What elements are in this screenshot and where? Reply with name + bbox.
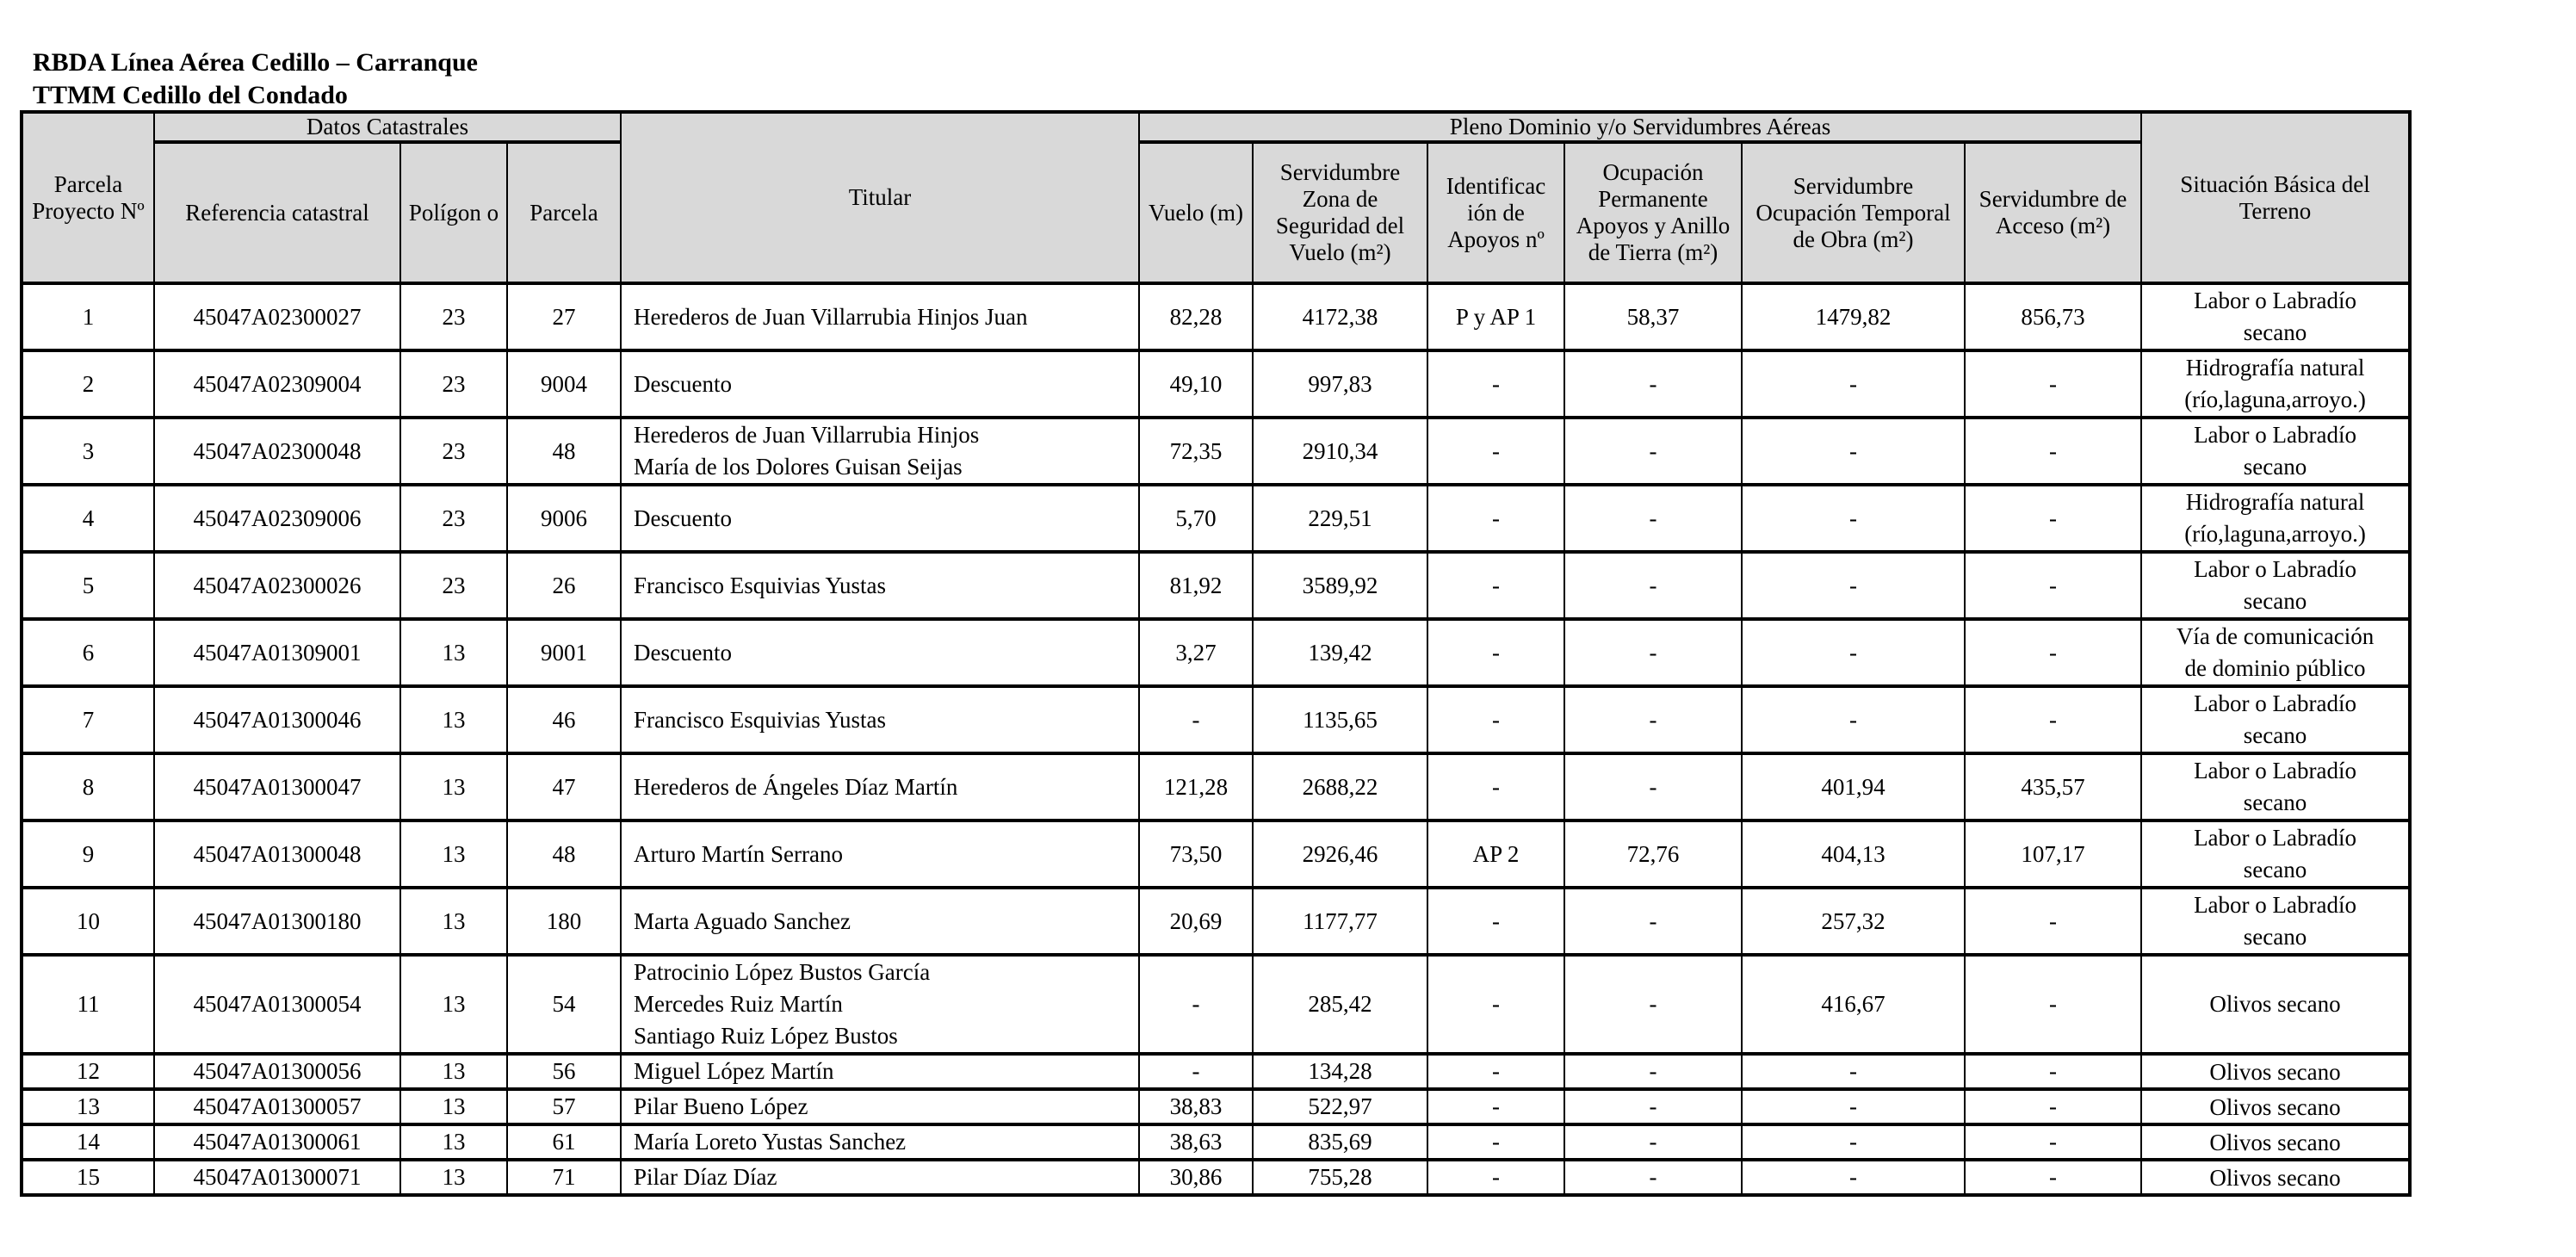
- cell-titular: [621, 753, 1139, 820]
- cell-identificacion-apoyos: -: [1427, 552, 1564, 619]
- cell-identificacion-apoyos: -: [1427, 1054, 1564, 1089]
- cell-vuelo: -: [1139, 686, 1253, 753]
- titular-line: María Loreto Yustas Sanchez: [634, 1129, 907, 1155]
- cell-titular: [621, 888, 1139, 955]
- situacion-line: secano: [2243, 789, 2307, 815]
- cell-parcela: 27: [507, 283, 621, 350]
- cell-identificacion-apoyos: AP 2: [1427, 820, 1564, 888]
- table-row: [22, 1054, 2410, 1089]
- cell-titular: [621, 418, 1139, 485]
- cell-identificacion-apoyos: P y AP 1: [1427, 283, 1564, 350]
- cell-ocupacion-temporal: -: [1742, 1089, 1965, 1124]
- cell-parcela-proyecto: 12: [22, 1054, 154, 1089]
- cell-situacion: [2141, 686, 2410, 753]
- header-parcela-proyecto: Parcela Proyecto Nº: [22, 112, 154, 283]
- cell-referencia-catastral: 45047A01300071: [154, 1160, 400, 1195]
- cell-servidumbre-acceso: -: [1965, 350, 2141, 418]
- cell-parcela-proyecto: 15: [22, 1160, 154, 1195]
- cell-situacion: [2141, 283, 2410, 350]
- cell-situacion: [2141, 485, 2410, 552]
- situacion-line: Labor o Labradío: [2194, 690, 2356, 716]
- cell-ocupacion-temporal: 1479,82: [1742, 283, 1965, 350]
- cell-servidumbre-zona: 2910,34: [1253, 418, 1427, 485]
- cell-servidumbre-acceso: 107,17: [1965, 820, 2141, 888]
- situacion-line: secano: [2243, 454, 2307, 480]
- cell-servidumbre-acceso: -: [1965, 888, 2141, 955]
- cell-situacion: [2141, 1089, 2410, 1124]
- cell-servidumbre-zona: 139,42: [1253, 619, 1427, 686]
- cell-servidumbre-acceso: -: [1965, 955, 2141, 1054]
- cell-parcela: 9004: [507, 350, 621, 418]
- cell-parcela: 56: [507, 1054, 621, 1089]
- cell-ocupacion-temporal: -: [1742, 350, 1965, 418]
- cell-titular: [621, 619, 1139, 686]
- table-row: [22, 888, 2410, 955]
- cell-poligono: 13: [400, 753, 507, 820]
- cell-poligono: 13: [400, 820, 507, 888]
- cell-vuelo: 49,10: [1139, 350, 1253, 418]
- cell-servidumbre-acceso: -: [1965, 485, 2141, 552]
- cell-vuelo: 30,86: [1139, 1160, 1253, 1195]
- cell-identificacion-apoyos: -: [1427, 955, 1564, 1054]
- cell-ocupacion-temporal: -: [1742, 485, 1965, 552]
- cell-servidumbre-acceso: -: [1965, 686, 2141, 753]
- header-servidumbre-ocupacion-temporal: Servidumbre Ocupación Temporal de Obra (m²): [1742, 142, 1965, 283]
- cell-identificacion-apoyos: -: [1427, 418, 1564, 485]
- header-servidumbre-zona: Servidumbre Zona de Seguridad del Vuelo (m²): [1253, 142, 1427, 283]
- titular-line: Patrocinio López Bustos García: [634, 959, 931, 985]
- parcel-table: [20, 110, 2412, 1197]
- titular-line: Mercedes Ruiz Martín: [634, 991, 843, 1017]
- cell-situacion: [2141, 552, 2410, 619]
- cell-ocupacion-temporal: 404,13: [1742, 820, 1965, 888]
- cell-identificacion-apoyos: -: [1427, 1124, 1564, 1160]
- cell-parcela-proyecto: 11: [22, 955, 154, 1054]
- cell-ocupacion-temporal: -: [1742, 1160, 1965, 1195]
- table-row: [22, 418, 2410, 485]
- cell-parcela-proyecto: 3: [22, 418, 154, 485]
- header-referencia: Referencia catastral: [154, 142, 400, 283]
- cell-servidumbre-acceso: -: [1965, 1124, 2141, 1160]
- header-vuelo: Vuelo (m): [1139, 142, 1253, 283]
- titular-line: Herederos de Ángeles Díaz Martín: [634, 773, 958, 800]
- situacion-line: Hidrografía natural: [2185, 489, 2365, 515]
- header-servidumbre-acceso: Servidumbre de Acceso (m²): [1965, 142, 2141, 283]
- cell-poligono: 23: [400, 418, 507, 485]
- cell-ocupacion-temporal: -: [1742, 1054, 1965, 1089]
- table-row: [22, 820, 2410, 888]
- cell-vuelo: 72,35: [1139, 418, 1253, 485]
- cell-parcela: 61: [507, 1124, 621, 1160]
- cell-referencia-catastral: 45047A02309004: [154, 350, 400, 418]
- cell-titular: [621, 283, 1139, 350]
- cell-identificacion-apoyos: -: [1427, 753, 1564, 820]
- cell-poligono: 13: [400, 1160, 507, 1195]
- cell-vuelo: 73,50: [1139, 820, 1253, 888]
- cell-identificacion-apoyos: -: [1427, 1160, 1564, 1195]
- cell-situacion: [2141, 888, 2410, 955]
- situacion-line: Labor o Labradío: [2194, 556, 2356, 582]
- table-row: [22, 1089, 2410, 1124]
- table-body: [22, 283, 2410, 1195]
- situacion-line: Olivos secano: [2209, 1164, 2341, 1191]
- cell-ocupacion-temporal: 416,67: [1742, 955, 1965, 1054]
- cell-referencia-catastral: 45047A02309006: [154, 485, 400, 552]
- cell-servidumbre-zona: 835,69: [1253, 1124, 1427, 1160]
- table-row: [22, 753, 2410, 820]
- cell-servidumbre-zona: 755,28: [1253, 1160, 1427, 1195]
- cell-identificacion-apoyos: -: [1427, 888, 1564, 955]
- cell-servidumbre-zona: 1135,65: [1253, 686, 1427, 753]
- cell-vuelo: -: [1139, 955, 1253, 1054]
- cell-servidumbre-zona: 4172,38: [1253, 283, 1427, 350]
- table-row: [22, 1160, 2410, 1195]
- cell-ocupacion-temporal: -: [1742, 552, 1965, 619]
- cell-vuelo: 20,69: [1139, 888, 1253, 955]
- cell-parcela-proyecto: 14: [22, 1124, 154, 1160]
- cell-titular: [621, 1054, 1139, 1089]
- cell-titular: [621, 552, 1139, 619]
- cell-poligono: 23: [400, 283, 507, 350]
- cell-referencia-catastral: 45047A01300056: [154, 1054, 400, 1089]
- cell-vuelo: 38,63: [1139, 1124, 1253, 1160]
- cell-ocupacion-permanente: 58,37: [1564, 283, 1742, 350]
- cell-servidumbre-acceso: -: [1965, 418, 2141, 485]
- situacion-line: Labor o Labradío: [2194, 892, 2356, 918]
- cell-poligono: 13: [400, 619, 507, 686]
- cell-referencia-catastral: 45047A01300048: [154, 820, 400, 888]
- situacion-line: Labor o Labradío: [2194, 288, 2356, 313]
- situacion-line: Hidrografía natural: [2185, 355, 2365, 381]
- table-row: [22, 283, 2410, 350]
- cell-ocupacion-permanente: -: [1564, 1054, 1742, 1089]
- cell-servidumbre-zona: 285,42: [1253, 955, 1427, 1054]
- cell-poligono: 13: [400, 955, 507, 1054]
- table-row: [22, 552, 2410, 619]
- cell-ocupacion-permanente: -: [1564, 619, 1742, 686]
- cell-ocupacion-temporal: -: [1742, 686, 1965, 753]
- situacion-line: secano: [2243, 319, 2307, 345]
- header-situacion: Situación Básica del Terreno: [2141, 112, 2410, 283]
- cell-parcela-proyecto: 9: [22, 820, 154, 888]
- cell-servidumbre-zona: 522,97: [1253, 1089, 1427, 1124]
- cell-vuelo: 81,92: [1139, 552, 1253, 619]
- situacion-line: Vía de comunicación: [2176, 623, 2375, 649]
- cell-identificacion-apoyos: -: [1427, 1089, 1564, 1124]
- cell-ocupacion-temporal: 401,94: [1742, 753, 1965, 820]
- cell-ocupacion-temporal: -: [1742, 619, 1965, 686]
- table-row: [22, 619, 2410, 686]
- situacion-line: secano: [2243, 857, 2307, 882]
- cell-situacion: [2141, 955, 2410, 1054]
- situacion-line: de dominio público: [2184, 655, 2366, 681]
- cell-referencia-catastral: 45047A02300026: [154, 552, 400, 619]
- cell-ocupacion-permanente: -: [1564, 552, 1742, 619]
- cell-identificacion-apoyos: -: [1427, 350, 1564, 418]
- cell-situacion: [2141, 619, 2410, 686]
- cell-identificacion-apoyos: -: [1427, 686, 1564, 753]
- cell-ocupacion-permanente: 72,76: [1564, 820, 1742, 888]
- cell-parcela-proyecto: 1: [22, 283, 154, 350]
- cell-parcela-proyecto: 13: [22, 1089, 154, 1124]
- cell-ocupacion-permanente: -: [1564, 485, 1742, 552]
- situacion-line: (río,laguna,arroyo.): [2184, 387, 2366, 412]
- cell-situacion: [2141, 1160, 2410, 1195]
- cell-servidumbre-zona: 2688,22: [1253, 753, 1427, 820]
- situacion-line: (río,laguna,arroyo.): [2184, 521, 2366, 547]
- cell-parcela: 47: [507, 753, 621, 820]
- cell-parcela-proyecto: 2: [22, 350, 154, 418]
- cell-vuelo: 38,83: [1139, 1089, 1253, 1124]
- cell-vuelo: 82,28: [1139, 283, 1253, 350]
- titular-line: Descuento: [634, 370, 732, 397]
- cell-parcela: 9001: [507, 619, 621, 686]
- cell-referencia-catastral: 45047A01300046: [154, 686, 400, 753]
- table-row: [22, 686, 2410, 753]
- cell-referencia-catastral: 45047A01309001: [154, 619, 400, 686]
- situacion-line: Labor o Labradío: [2194, 825, 2356, 851]
- cell-ocupacion-permanente: -: [1564, 1089, 1742, 1124]
- cell-servidumbre-acceso: -: [1965, 619, 2141, 686]
- cell-parcela-proyecto: 10: [22, 888, 154, 955]
- header-parcela: Parcela: [507, 142, 621, 283]
- situacion-line: Labor o Labradío: [2194, 758, 2356, 783]
- cell-poligono: 13: [400, 1054, 507, 1089]
- document-title: RBDA Línea Aérea Cedillo – Carranque: [33, 48, 478, 77]
- cell-referencia-catastral: 45047A01300054: [154, 955, 400, 1054]
- cell-titular: [621, 1089, 1139, 1124]
- titular-line: Marta Aguado Sanchez: [634, 907, 851, 934]
- cell-ocupacion-permanente: -: [1564, 418, 1742, 485]
- cell-situacion: [2141, 1054, 2410, 1089]
- header-group-datos-catastrales: Datos Catastrales: [154, 112, 621, 142]
- cell-parcela: 46: [507, 686, 621, 753]
- cell-parcela: 57: [507, 1089, 621, 1124]
- cell-poligono: 13: [400, 686, 507, 753]
- cell-ocupacion-temporal: 257,32: [1742, 888, 1965, 955]
- table-row: [22, 350, 2410, 418]
- cell-ocupacion-temporal: -: [1742, 1124, 1965, 1160]
- cell-servidumbre-zona: 2926,46: [1253, 820, 1427, 888]
- titular-line: Herederos de Juan Villarrubia Hinjos Juan: [634, 303, 1028, 330]
- cell-situacion: [2141, 350, 2410, 418]
- cell-identificacion-apoyos: -: [1427, 485, 1564, 552]
- header-ocupacion-permanente: Ocupación Permanente Apoyos y Anillo de Tierra (m²): [1564, 142, 1742, 283]
- titular-line: Miguel López Martín: [634, 1058, 834, 1084]
- cell-titular: [621, 820, 1139, 888]
- cell-titular: [621, 686, 1139, 753]
- cell-parcela: 54: [507, 955, 621, 1054]
- cell-servidumbre-zona: 229,51: [1253, 485, 1427, 552]
- cell-servidumbre-zona: 1177,77: [1253, 888, 1427, 955]
- cell-servidumbre-acceso: -: [1965, 1054, 2141, 1089]
- titular-line: Arturo Martín Serrano: [634, 840, 843, 867]
- cell-parcela-proyecto: 4: [22, 485, 154, 552]
- cell-situacion: [2141, 1124, 2410, 1160]
- cell-parcela-proyecto: 6: [22, 619, 154, 686]
- titular-line: Pilar Díaz Díaz: [634, 1164, 777, 1190]
- cell-parcela: 71: [507, 1160, 621, 1195]
- situacion-line: secano: [2243, 722, 2307, 748]
- situacion-line: Olivos secano: [2209, 1093, 2341, 1120]
- cell-ocupacion-temporal: -: [1742, 418, 1965, 485]
- situacion-line: Labor o Labradío: [2194, 422, 2356, 448]
- situacion-line: Olivos secano: [2209, 1129, 2341, 1155]
- cell-ocupacion-permanente: -: [1564, 1124, 1742, 1160]
- cell-parcela-proyecto: 7: [22, 686, 154, 753]
- titular-line: Francisco Esquivias Yustas: [634, 706, 886, 733]
- cell-situacion: [2141, 820, 2410, 888]
- cell-vuelo: 5,70: [1139, 485, 1253, 552]
- cell-titular: [621, 1160, 1139, 1195]
- cell-vuelo: 3,27: [1139, 619, 1253, 686]
- cell-parcela-proyecto: 5: [22, 552, 154, 619]
- cell-referencia-catastral: 45047A02300027: [154, 283, 400, 350]
- cell-titular: [621, 955, 1139, 1054]
- cell-ocupacion-permanente: -: [1564, 955, 1742, 1054]
- titular-line: Descuento: [634, 639, 732, 666]
- cell-parcela: 48: [507, 418, 621, 485]
- table-row: [22, 955, 2410, 1054]
- header-poligono: Polígon o: [400, 142, 507, 283]
- cell-servidumbre-zona: 3589,92: [1253, 552, 1427, 619]
- cell-servidumbre-zona: 997,83: [1253, 350, 1427, 418]
- cell-parcela: 48: [507, 820, 621, 888]
- table-row: [22, 485, 2410, 552]
- titular-line: Herederos de Juan Villarrubia Hinjos: [634, 422, 980, 448]
- situacion-line: secano: [2243, 588, 2307, 614]
- titular-line: Pilar Bueno López: [634, 1093, 808, 1119]
- cell-servidumbre-acceso: -: [1965, 1089, 2141, 1124]
- titular-line: Descuento: [634, 505, 732, 531]
- cell-referencia-catastral: 45047A02300048: [154, 418, 400, 485]
- cell-identificacion-apoyos: -: [1427, 619, 1564, 686]
- cell-vuelo: -: [1139, 1054, 1253, 1089]
- cell-vuelo: 121,28: [1139, 753, 1253, 820]
- cell-parcela: 180: [507, 888, 621, 955]
- cell-ocupacion-permanente: -: [1564, 1160, 1742, 1195]
- cell-poligono: 23: [400, 485, 507, 552]
- table-row: [22, 1124, 2410, 1160]
- cell-parcela-proyecto: 8: [22, 753, 154, 820]
- cell-poligono: 13: [400, 1089, 507, 1124]
- cell-servidumbre-acceso: 856,73: [1965, 283, 2141, 350]
- titular-line: Santiago Ruiz López Bustos: [634, 1023, 898, 1049]
- cell-servidumbre-acceso: -: [1965, 1160, 2141, 1195]
- header-group-pleno-dominio: Pleno Dominio y/o Servidumbres Aéreas: [1139, 112, 2141, 142]
- cell-servidumbre-acceso: -: [1965, 552, 2141, 619]
- cell-servidumbre-zona: 134,28: [1253, 1054, 1427, 1089]
- cell-referencia-catastral: 45047A01300061: [154, 1124, 400, 1160]
- cell-referencia-catastral: 45047A01300180: [154, 888, 400, 955]
- cell-poligono: 13: [400, 888, 507, 955]
- situacion-line: Olivos secano: [2209, 991, 2341, 1017]
- cell-poligono: 23: [400, 350, 507, 418]
- cell-titular: [621, 350, 1139, 418]
- cell-poligono: 23: [400, 552, 507, 619]
- cell-ocupacion-permanente: -: [1564, 888, 1742, 955]
- cell-referencia-catastral: 45047A01300047: [154, 753, 400, 820]
- document-subtitle: TTMM Cedillo del Condado: [33, 81, 348, 109]
- cell-poligono: 13: [400, 1124, 507, 1160]
- cell-titular: [621, 485, 1139, 552]
- cell-parcela: 9006: [507, 485, 621, 552]
- titular-line: María de los Dolores Guisan Seijas: [634, 454, 963, 480]
- cell-referencia-catastral: 45047A01300057: [154, 1089, 400, 1124]
- cell-ocupacion-permanente: -: [1564, 753, 1742, 820]
- header-titular: Titular: [621, 112, 1139, 283]
- cell-situacion: [2141, 753, 2410, 820]
- situacion-line: Olivos secano: [2209, 1058, 2341, 1085]
- header-identificacion-apoyos: Identificac ión de Apoyos nº: [1427, 142, 1564, 283]
- cell-parcela: 26: [507, 552, 621, 619]
- cell-titular: [621, 1124, 1139, 1160]
- titular-line: Francisco Esquivias Yustas: [634, 572, 886, 598]
- cell-situacion: [2141, 418, 2410, 485]
- cell-ocupacion-permanente: -: [1564, 350, 1742, 418]
- cell-servidumbre-acceso: 435,57: [1965, 753, 2141, 820]
- situacion-line: secano: [2243, 924, 2307, 950]
- cell-ocupacion-permanente: -: [1564, 686, 1742, 753]
